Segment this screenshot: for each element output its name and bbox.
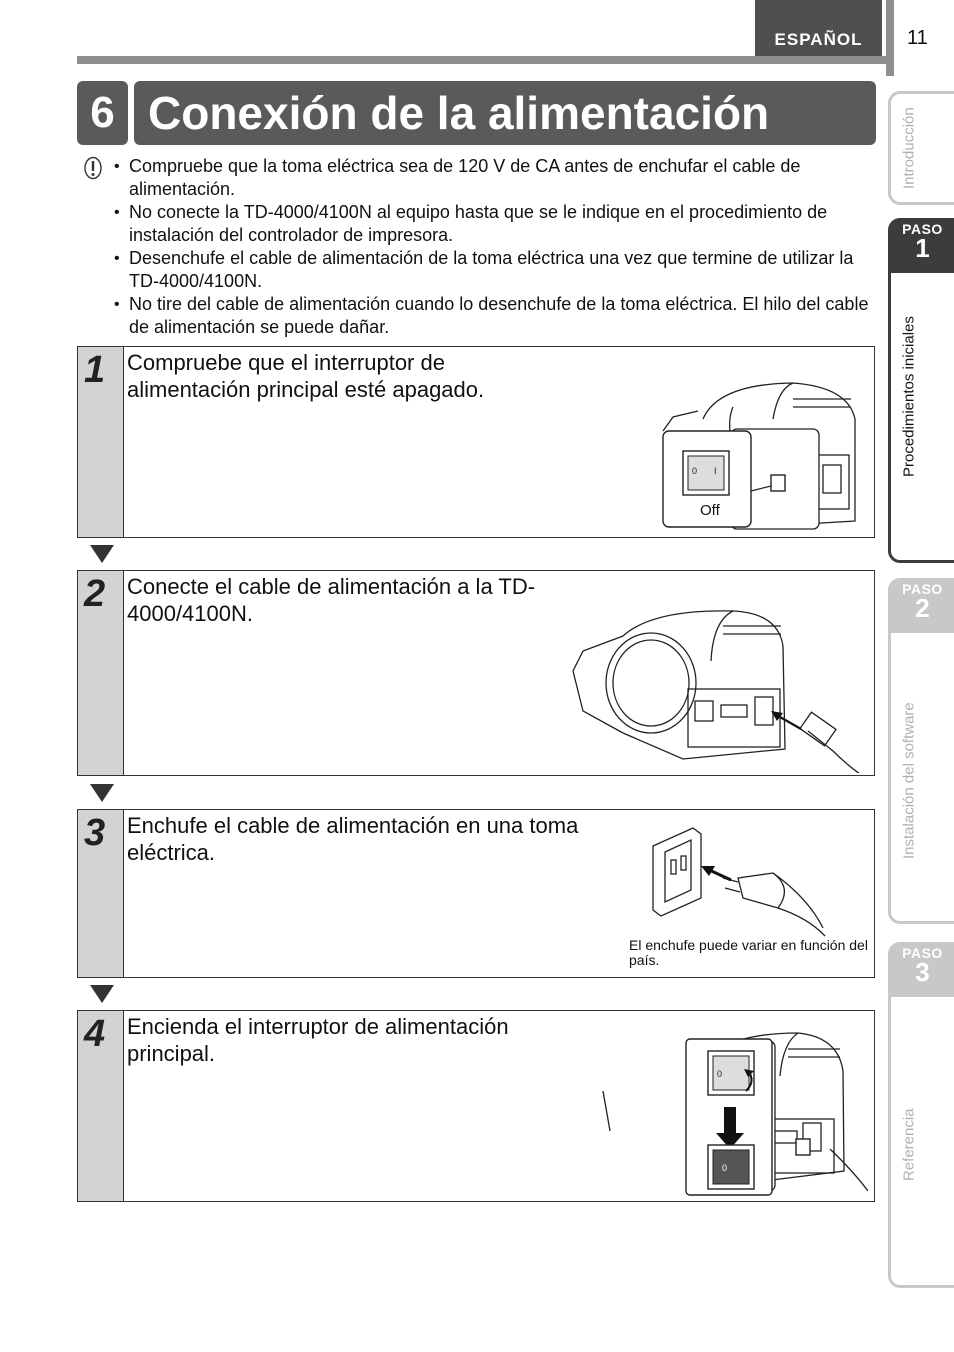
plug-caption: El enchufe puede variar en función del país. [629, 937, 868, 968]
step-text: Conecte el cable de alimentación a la TD-4000/4100N. [127, 574, 536, 626]
page-title: Conexión de la alimentación [134, 81, 876, 145]
down-arrow-icon [90, 784, 114, 802]
note-item: • Compruebe que la toma eléctrica sea de 120 V de CA antes de enchufar el cable de alimentación. [112, 155, 876, 201]
step-number: 2 [84, 573, 106, 615]
step-1-box [77, 346, 875, 538]
paso-1-badge: PASO 1 [891, 218, 954, 273]
step-3-box [77, 809, 875, 978]
printer-switch-on-illustration [598, 1021, 868, 1199]
step-2-box [77, 570, 875, 776]
wall-outlet-plug-illustration [643, 818, 833, 938]
down-arrow-icon [90, 985, 114, 1003]
off-label: Off [700, 502, 720, 519]
svg-text:0: 0 [722, 1163, 728, 1173]
step-text: Enchufe el cable de alimentación en una toma eléctrica. [127, 813, 579, 865]
header-rule [77, 56, 889, 64]
svg-text:0: 0 [717, 1069, 723, 1079]
sidebar-label-step1: Procedimientos iniciales [900, 316, 918, 478]
step-number: 3 [84, 812, 106, 854]
printer-cable-illustration [563, 601, 868, 773]
header-divider [886, 0, 894, 76]
down-arrow-icon [90, 545, 114, 563]
note-item: • No tire del cable de alimentación cuando lo desenchufe de la toma eléctrica. El hilo del cable de alimentación se puede dañar. [112, 293, 876, 339]
sidebar-label-intro: Introducción [900, 107, 918, 189]
svg-text:I: I [714, 466, 717, 476]
page-number: 11 [907, 27, 928, 49]
paso-3-badge: PASO 3 [891, 942, 954, 997]
sidebar-label-step3: Referencia [900, 1108, 918, 1182]
step-gutter [78, 347, 124, 537]
note-item: • No conecte la TD-4000/4100N al equipo hasta que se le indique en el procedimiento de instalación del controlador de impresora. [112, 201, 876, 247]
notes-list [112, 155, 876, 339]
language-tab: ESPAÑOL [755, 0, 882, 56]
step-number: 1 [84, 349, 106, 391]
section-number: 6 [77, 81, 128, 145]
warning-icon [83, 156, 103, 180]
note-item: • Desenchufe el cable de alimentación de la toma eléctrica una vez que termine de utilizar la TD-4000/4100N. [112, 247, 876, 293]
step-text: Encienda el interruptor de alimentación principal. [127, 1014, 509, 1066]
svg-text:0: 0 [692, 466, 698, 476]
printer-switch-off-illustration [643, 359, 868, 531]
step-gutter [78, 571, 124, 775]
step-gutter [78, 810, 124, 977]
step-4-box [77, 1010, 875, 1202]
step-gutter [78, 1011, 124, 1201]
step-text: Compruebe que el interruptor de alimentación principal esté apagado. [127, 350, 485, 402]
sidebar-tab-intro[interactable] [888, 91, 954, 205]
paso-2-badge: PASO 2 [891, 578, 954, 633]
sidebar-label-step2: Instalación del software [900, 702, 918, 860]
step-number: 4 [84, 1013, 106, 1055]
